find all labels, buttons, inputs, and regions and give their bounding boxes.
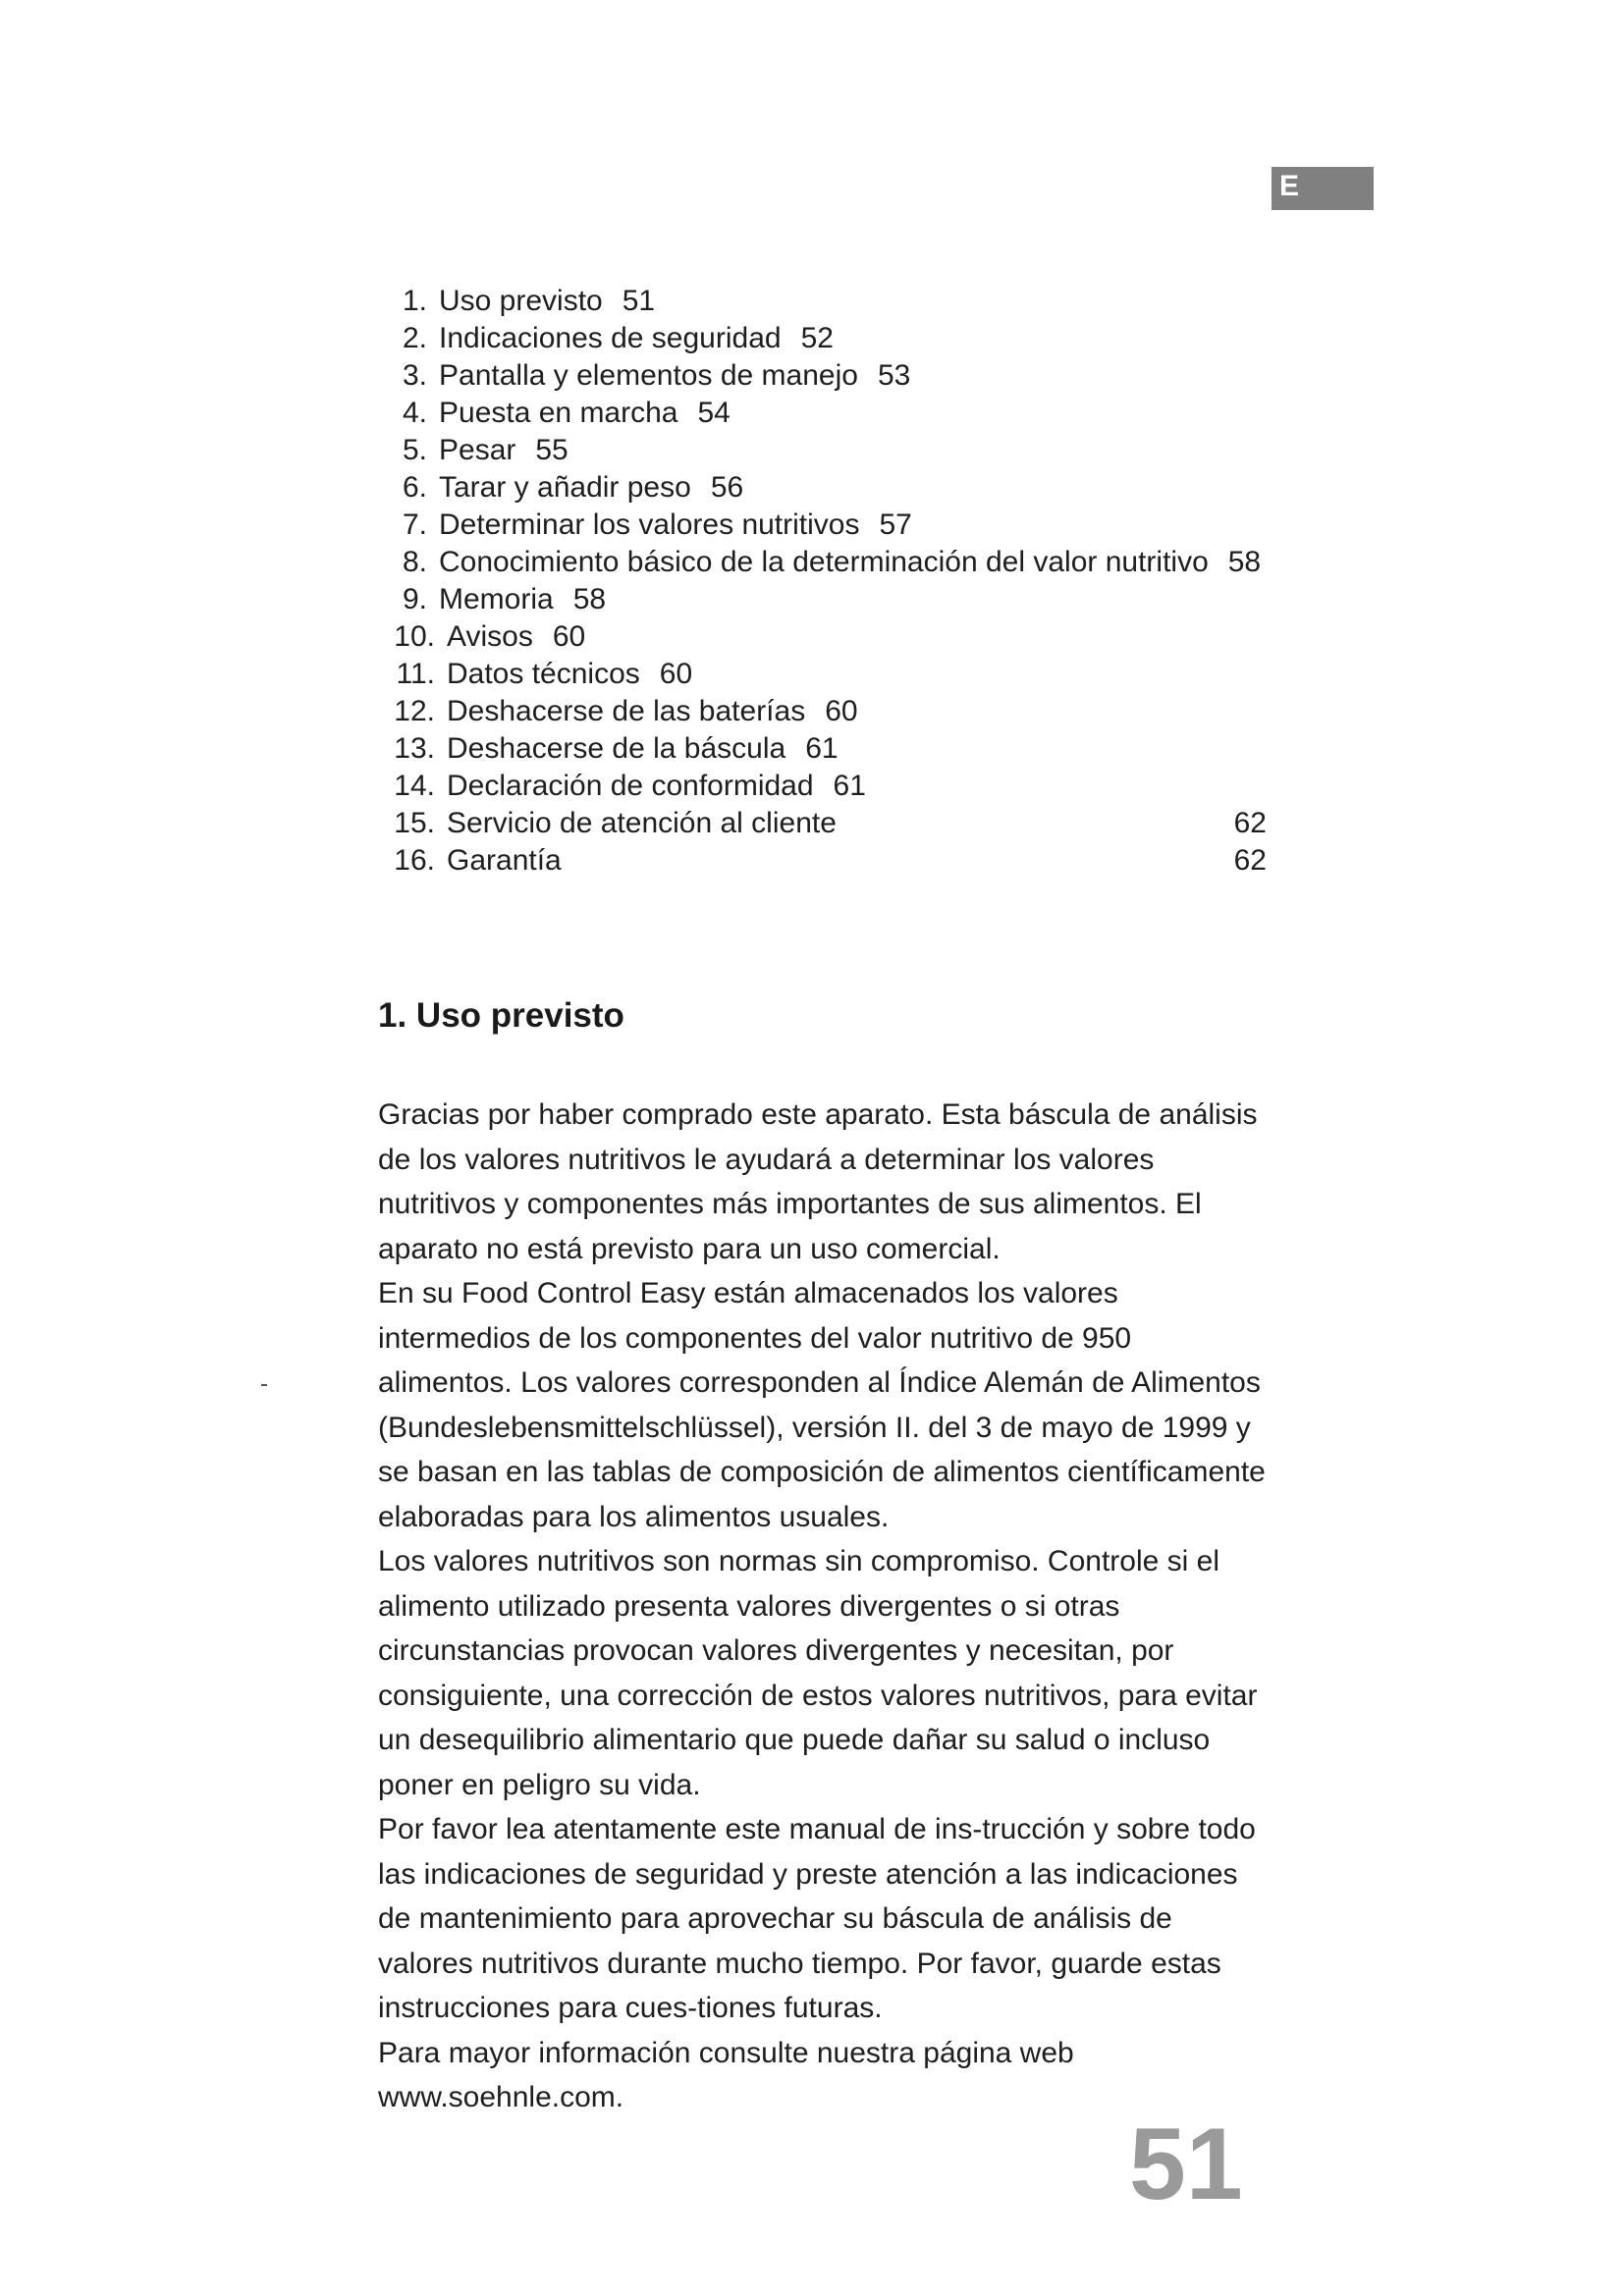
toc-item <box>378 805 1267 842</box>
toc-title: Pantalla y elementos de manejo <box>439 359 858 392</box>
toc-page: 61 <box>805 732 839 765</box>
toc-number: 13. <box>394 732 435 765</box>
toc-number: 9. <box>402 583 427 615</box>
toc-page: 58 <box>572 583 607 615</box>
toc-number: 3. <box>402 359 427 392</box>
toc-number: 12. <box>394 695 435 727</box>
section-body <box>378 1093 1267 2120</box>
table-of-contents <box>378 283 1267 880</box>
toc-item <box>378 730 1267 768</box>
body-paragraph: Gracias por haber comprado este aparato. Esta báscula de análisis de los valores nutritivos le ayudará a determinar los valores nutritivos y componentes más importantes de sus alimentos. El aparato no está previsto para un uso comercial. <box>378 1098 1258 1265</box>
toc-page: 60 <box>659 658 693 690</box>
toc-item <box>378 395 1267 432</box>
toc-item <box>378 469 1267 507</box>
toc-title: Memoria <box>439 583 554 615</box>
toc-item <box>378 357 1267 395</box>
toc-number: 11. <box>396 658 435 690</box>
body-paragraph: En su Food Control Easy están almacenados los valores intermedios de los componentes del valor nutritivo de 950 alimentos. Los valores corresponden al Índice Alemán de Alimentos (Bundeslebensmittelschlüssel), versión II. del 3 de mayo de 1999 y se basan en las tablas de composición de alimentos científicamente elaboradas para los alimentos usuales. <box>378 1277 1266 1533</box>
toc-page: 58 <box>1227 546 1262 578</box>
toc-number: 6. <box>402 471 427 504</box>
toc-page: 52 <box>800 322 834 354</box>
toc-title: Avisos <box>447 620 533 653</box>
page-number: 51 <box>1129 2108 1243 2221</box>
toc-title: Declaración de conformidad <box>447 770 814 802</box>
toc-item <box>378 432 1267 469</box>
toc-page: 62 <box>1233 844 1267 877</box>
toc-number: 15. <box>394 807 435 839</box>
toc-title: Deshacerse de las baterías <box>447 695 806 727</box>
toc-title: Deshacerse de la báscula <box>447 732 786 765</box>
toc-number: 16. <box>394 844 435 877</box>
toc-page: 54 <box>697 397 731 429</box>
toc-number: 5. <box>402 434 427 466</box>
toc-page: 60 <box>552 620 586 653</box>
toc-page: 55 <box>535 434 568 466</box>
toc-page: 53 <box>877 359 911 392</box>
toc-page: 56 <box>710 471 744 504</box>
toc-title: Tarar y añadir peso <box>439 471 691 504</box>
toc-item <box>378 768 1267 805</box>
toc-page: 62 <box>1233 807 1267 839</box>
toc-item <box>378 693 1267 730</box>
toc-item <box>378 618 1267 656</box>
toc-number: 7. <box>402 508 427 541</box>
toc-title: Pesar <box>439 434 516 466</box>
toc-title: Determinar los valores nutritivos <box>439 508 860 541</box>
toc-page: 51 <box>622 285 656 317</box>
toc-title: Datos técnicos <box>447 658 640 690</box>
toc-item <box>378 544 1267 581</box>
toc-item <box>378 320 1267 357</box>
toc-page: 60 <box>825 695 858 727</box>
margin-mark <box>261 1384 267 1386</box>
toc-item <box>378 842 1267 880</box>
toc-item <box>378 656 1267 693</box>
toc-title: Servicio de atención al cliente <box>447 807 837 839</box>
toc-number: 1. <box>402 285 427 317</box>
body-paragraph: Para mayor información consulte nuestra página web www.soehnle.com. <box>378 2036 1074 2113</box>
toc-item <box>378 283 1267 320</box>
toc-title: Conocimiento básico de la determinación del valor nutritivo <box>439 546 1209 578</box>
toc-number: 10. <box>394 620 435 653</box>
toc-title: Uso previsto <box>439 285 603 317</box>
toc-page: 61 <box>833 770 866 802</box>
toc-number: 4. <box>402 397 427 429</box>
toc-title: Puesta en marcha <box>439 397 678 429</box>
toc-number: 2. <box>402 322 427 354</box>
body-paragraph: Los valores nutritivos son normas sin compromiso. Controle si el alimento utilizado presenta valores divergentes o si otras circunstancias provocan valores divergentes y necesitan, por consiguiente, una corrección de estos valores nutritivos, para evitar un desequilibrio alimentario que puede dañar su salud o incluso poner en peligro su vida. <box>378 1545 1258 1801</box>
body-paragraph: Por favor lea atentamente este manual de ins-trucción y sobre todo las indicaciones de seguridad y preste atención a las indicaciones de mantenimiento para aprovechar su báscula de análisis de valores nutritivos durante mucho tiempo. Por favor, guarde estas instrucciones para cues-tiones futuras. <box>378 1813 1256 2024</box>
toc-item <box>378 507 1267 544</box>
toc-number: 14. <box>394 770 435 802</box>
language-tab: E <box>1272 167 1374 210</box>
toc-item <box>378 581 1267 618</box>
toc-number: 8. <box>402 546 427 578</box>
section-heading: 1. Uso previsto <box>378 996 624 1035</box>
toc-page: 57 <box>879 508 912 541</box>
toc-title: Indicaciones de seguridad <box>439 322 782 354</box>
toc-title: Garantía <box>447 844 562 877</box>
